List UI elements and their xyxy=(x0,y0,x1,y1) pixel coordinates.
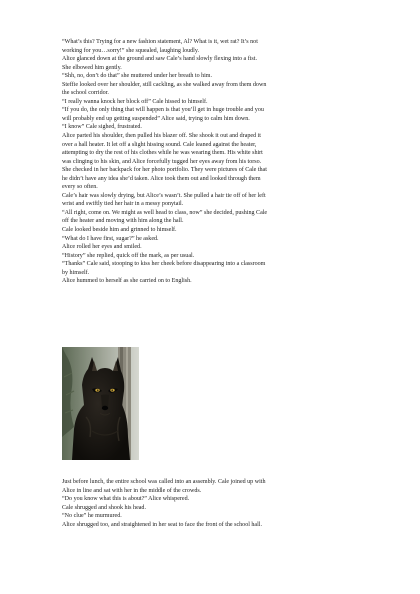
text-line: off the heater and moving with him along the hall. xyxy=(62,218,184,225)
text-line: Alice hummed to herself as she carried on to English. xyxy=(62,278,192,285)
text-line: “History” she replied, quick off the mark, as per usual. xyxy=(62,252,195,259)
text-line: Just before lunch, the entire school was called into an assembly. Cale joined up with xyxy=(62,479,266,485)
text-line: Steffie looked over her shoulder, still cackling, as she walked away from them down xyxy=(62,81,267,88)
text-line: She checked in her backpack for her photo portfolio. They were pictures of Cale that xyxy=(62,167,267,174)
text-line: he didn’t have any idea she’d taken. Alice took them out and looked through them xyxy=(62,175,261,182)
text-line: wrist and swiftly tied her hair in a messy ponytail. xyxy=(62,201,184,208)
text-line: “If you do, the only thing that will happen is that you’ll get in huge trouble and you xyxy=(62,107,264,114)
text-line: “Shh, no, don’t do that” she muttered under her breath to him. xyxy=(62,73,213,80)
text-line: working for you…sorry!” she squealed, laughing loudly. xyxy=(62,47,199,54)
text-line: Alice rolled her eyes and smiled. xyxy=(62,244,142,251)
text-line: “I really wanna knock her block off” Cale hissed to himself. xyxy=(62,98,208,105)
text-line: Cale’s hair was slowly drying, but Alice’s wasn’t. She pulled a hair tie off of her left xyxy=(62,192,266,199)
text-line: over a hall heater. It let off a slight hissing sound. Cale leaned against the heater, xyxy=(62,141,257,148)
text-line: “No clue” he murmured. xyxy=(62,513,122,520)
text-line: Alice parted his shoulder, then pulled his blazer off. She shook it out and draped it xyxy=(62,133,261,140)
text-block-2 xyxy=(62,478,362,529)
text-line: will probably end up getting suspended” Alice said, trying to calm him down. xyxy=(62,115,250,122)
text-line: Alice in line and sat with her in the middle of the crowds. xyxy=(62,487,202,494)
text-line: “I know” Cale sighed, frustrated. xyxy=(62,124,142,131)
wolf-photo xyxy=(62,347,139,460)
text-line: Cale looked beside him and grinned to himself. xyxy=(62,227,177,234)
text-line: was clinging to his skin, and Alice forcefully tugged her eyes away from his torso. xyxy=(62,158,262,165)
text-line: Cale shrugged and shook his head. xyxy=(62,504,146,511)
text-line: “What do I have first, sugar?” he asked. xyxy=(62,235,159,242)
text-line: “What’s this? Trying for a new fashion statement, Al? What is it, wet rat? It’s not xyxy=(62,39,258,45)
text-line: every so often. xyxy=(62,184,98,191)
text-line: Alice glanced down at the ground and saw Cale’s hand slowly flexing into a fist. xyxy=(62,56,257,63)
text-line: She elbowed him gently. xyxy=(62,64,122,71)
text-line: Alice shrugged too, and straightened in her seat to face the front of the school hall. xyxy=(62,521,262,528)
text-line: “Thanks” Cale said, stooping to kiss her cheek before disappearing into a classroom xyxy=(62,261,266,268)
text-line: “All right, come on. We might as well head to class, now” she decided, pushing Cale xyxy=(62,209,268,216)
text-line: the school corridor. xyxy=(62,90,109,97)
text-block-1 xyxy=(62,38,362,286)
text-line: attempting to dry the rest of his clothes while he was wearing them. His white shirt xyxy=(62,150,263,157)
text-line: by himself. xyxy=(62,269,90,276)
text-line: “Do you know what this is about?” Alice whispered. xyxy=(62,496,190,503)
